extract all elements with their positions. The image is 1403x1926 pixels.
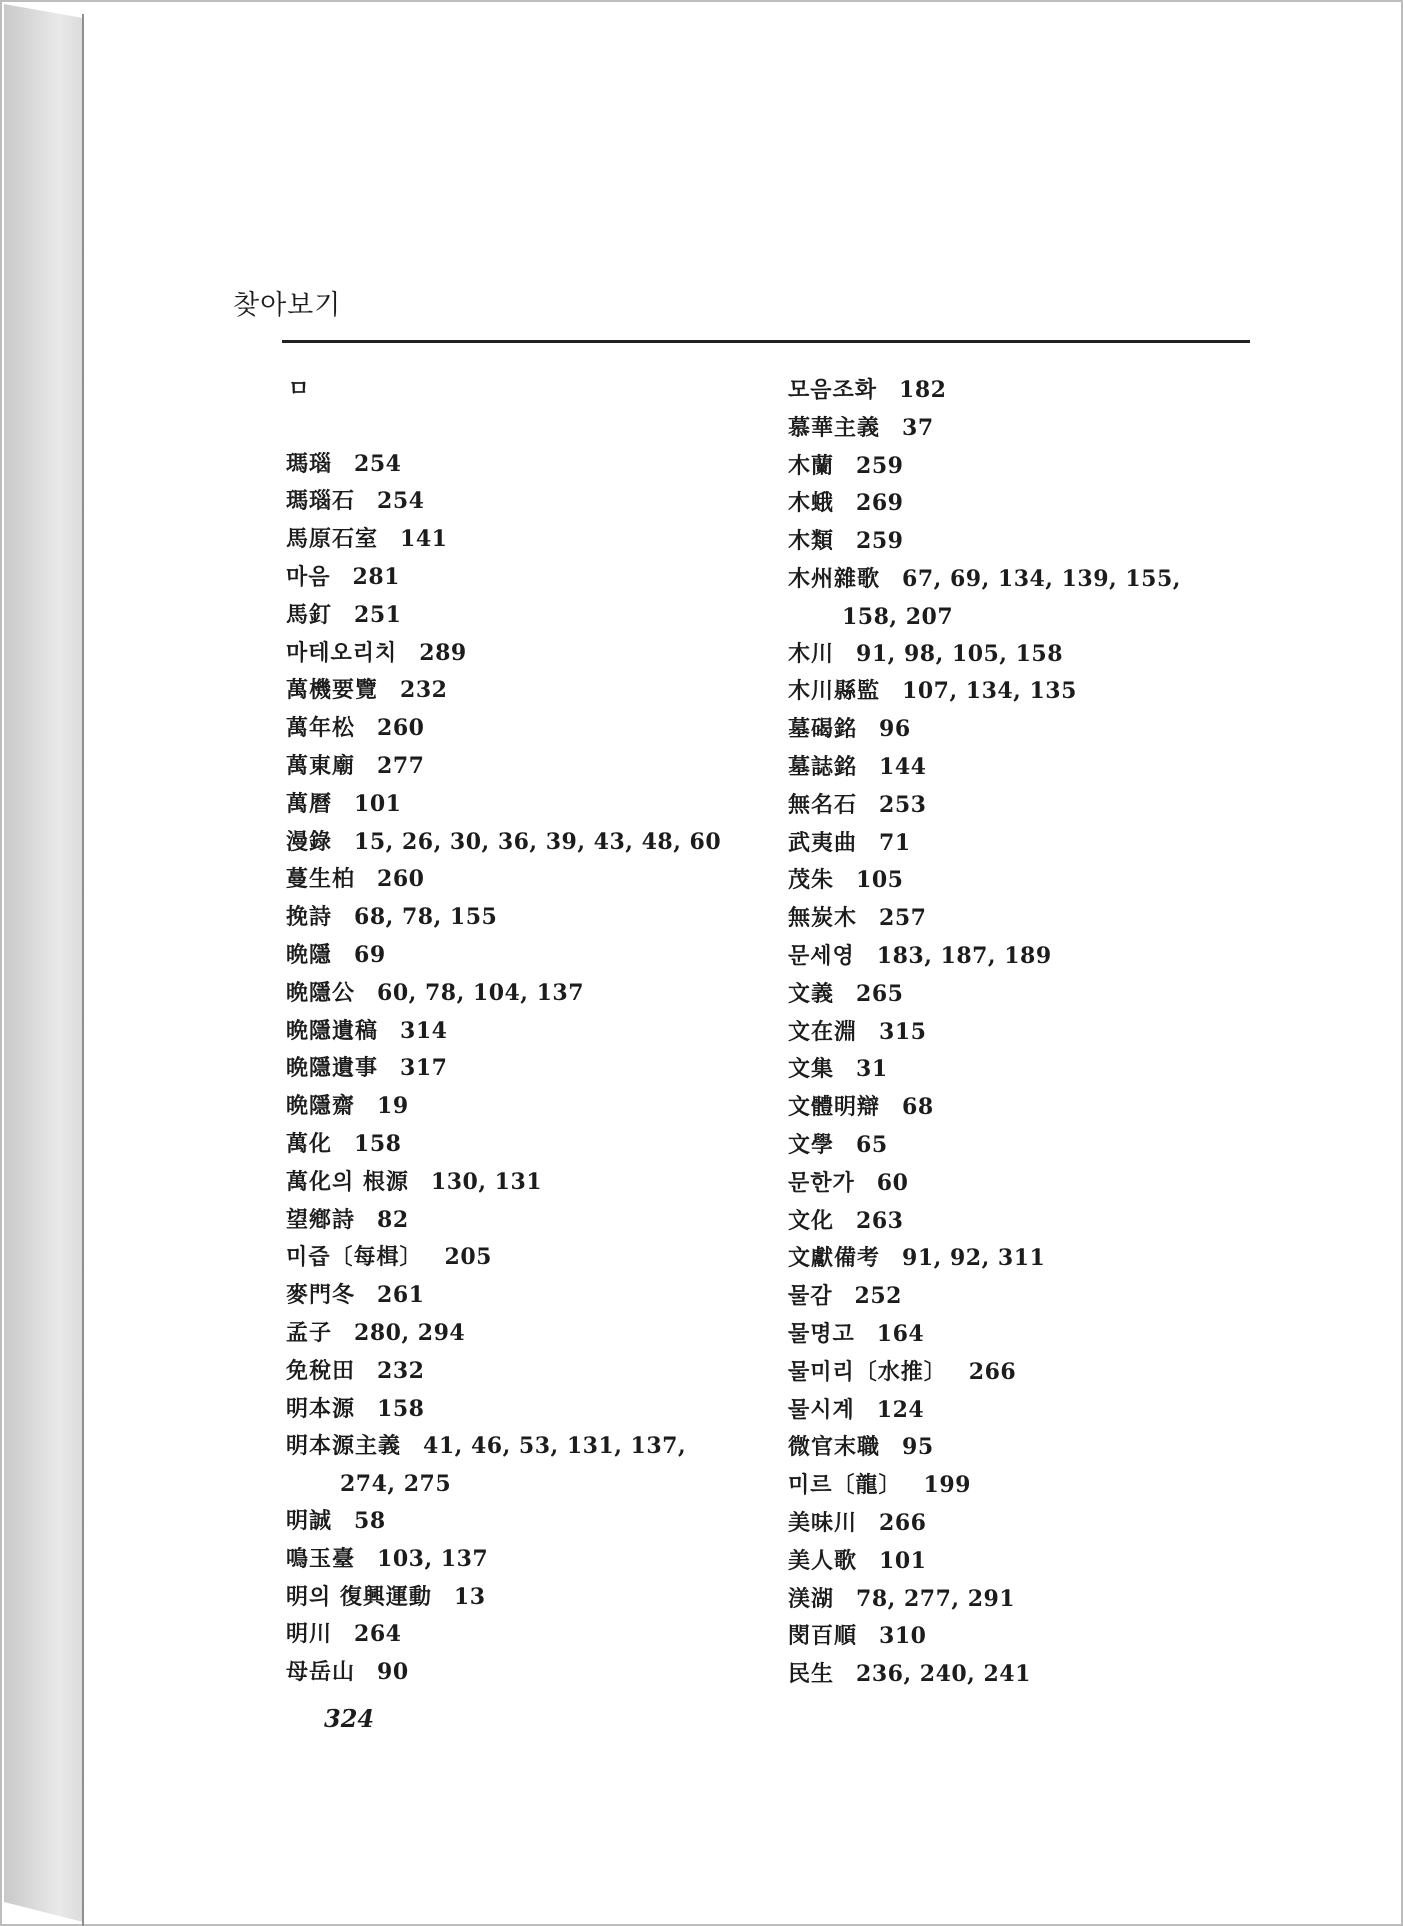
index-entry	[788, 410, 1258, 448]
index-term: 木川縣監	[788, 678, 881, 705]
index-term: 晩隱	[286, 941, 333, 968]
index-entry	[286, 937, 756, 975]
index-entry	[286, 748, 756, 786]
index-term: 蔓生柏	[286, 866, 356, 893]
index-entry	[788, 825, 1258, 863]
index-entry	[286, 1050, 756, 1088]
index-entry	[788, 749, 1258, 787]
index-pages: 101	[879, 1547, 927, 1574]
index-term: 木州雜歌	[788, 565, 881, 592]
index-term: 美味川	[788, 1509, 858, 1536]
index-entry	[788, 1240, 1258, 1278]
index-term: 母岳山	[286, 1659, 356, 1686]
page-number: 324	[324, 1704, 375, 1733]
index-term: 渼湖	[788, 1585, 835, 1612]
index-entry	[286, 861, 756, 899]
index-term: 물감	[788, 1283, 833, 1310]
index-term: 晩隱遺稿	[286, 1017, 379, 1044]
index-pages: 41, 46, 53, 131, 137,	[423, 1433, 687, 1460]
index-entry	[286, 1164, 756, 1202]
index-pages: 257	[879, 905, 927, 932]
index-term: 慕華主義	[788, 414, 881, 441]
index-entry	[788, 1467, 1258, 1505]
index-term: 萬化	[286, 1130, 333, 1157]
index-entry	[788, 900, 1258, 938]
index-pages: 68	[902, 1094, 934, 1121]
index-term: 明川	[286, 1621, 333, 1648]
index-entry	[788, 976, 1258, 1014]
index-entry	[788, 1051, 1258, 1089]
index-term: 挽詩	[286, 904, 333, 931]
header-rule	[282, 340, 1250, 343]
index-pages: 236, 240, 241	[856, 1661, 1031, 1688]
index-term: 明本源主義	[286, 1433, 402, 1460]
index-pages: 317	[400, 1055, 448, 1082]
index-pages: 96	[879, 716, 911, 743]
index-pages: 232	[377, 1357, 425, 1384]
book-spine	[4, 4, 83, 1922]
index-pages: 280, 294	[354, 1319, 466, 1346]
index-term: 美人歌	[788, 1547, 858, 1574]
index-pages: 254	[377, 488, 425, 515]
index-pages: 103, 137	[377, 1545, 489, 1572]
index-entry	[788, 787, 1258, 825]
index-pages: 91, 92, 311	[902, 1245, 1046, 1272]
index-entry	[788, 1278, 1258, 1316]
index-term: 民生	[788, 1661, 835, 1688]
index-pages: 13	[453, 1583, 486, 1610]
index-entry	[286, 1126, 756, 1164]
index-term: 明本源	[286, 1395, 356, 1422]
index-pages: 67, 69, 134, 139, 155,	[902, 565, 1181, 592]
index-term: 孟子	[286, 1319, 333, 1346]
index-pages-continued: 158, 207	[842, 603, 954, 630]
index-entry	[286, 1013, 756, 1051]
index-entry	[286, 446, 756, 484]
index-pages: 60, 78, 104, 137	[377, 979, 585, 1006]
index-pages: 254	[354, 450, 402, 477]
index-pages: 264	[354, 1621, 402, 1648]
index-term: 萬化의 根源	[286, 1168, 409, 1195]
index-term: 미즙〔每楫〕	[286, 1244, 423, 1271]
index-term: 물명고	[788, 1320, 855, 1347]
index-entry	[788, 448, 1258, 486]
index-entry	[788, 1165, 1258, 1203]
index-entry	[788, 1429, 1258, 1467]
index-term: 免稅田	[286, 1357, 356, 1384]
index-pages: 158	[354, 1130, 402, 1157]
index-entry	[286, 1579, 756, 1617]
index-term: 文學	[788, 1131, 835, 1158]
index-entry	[788, 1203, 1258, 1241]
index-pages: 69	[354, 941, 386, 968]
index-entry	[788, 1543, 1258, 1581]
index-term: 麥門冬	[286, 1282, 356, 1309]
index-entry	[788, 561, 1258, 636]
index-pages: 183, 187, 189	[876, 942, 1052, 969]
index-term: 墓誌銘	[788, 753, 858, 780]
index-entry	[286, 635, 756, 673]
section-letter: ㅁ	[288, 377, 310, 402]
index-pages: 71	[879, 829, 911, 856]
index-pages: 263	[856, 1207, 904, 1234]
index-entry	[286, 1353, 756, 1391]
index-pages: 105	[856, 867, 904, 894]
index-term: 모음조화	[788, 377, 878, 403]
index-pages: 15, 26, 30, 36, 39, 43, 48, 60	[354, 828, 722, 855]
index-pages: 144	[879, 753, 927, 780]
index-term: 萬曆	[286, 790, 333, 817]
index-entry	[286, 786, 756, 824]
index-term: 물시계	[788, 1396, 855, 1423]
index-term: 晩隱齋	[286, 1093, 356, 1120]
index-term: 晩隱公	[286, 979, 356, 1006]
index-term: 微官末職	[788, 1434, 881, 1461]
index-pages: 277	[377, 752, 425, 779]
index-pages-continued: 274, 275	[340, 1471, 452, 1498]
index-pages: 199	[923, 1472, 971, 1499]
index-entry	[286, 1541, 756, 1579]
index-pages: 31	[856, 1056, 888, 1083]
index-term: 閔百順	[788, 1623, 858, 1650]
index-pages: 58	[354, 1507, 386, 1534]
index-term: 木蛾	[788, 490, 835, 517]
index-pages: 37	[902, 414, 934, 441]
index-pages: 266	[879, 1509, 927, 1536]
index-term: 미르〔龍〕	[788, 1472, 902, 1499]
index-term: 萬機要覽	[286, 677, 379, 704]
index-entry	[286, 1654, 756, 1692]
index-term: 木川	[788, 640, 835, 667]
index-entry	[286, 975, 756, 1013]
index-pages: 232	[400, 677, 448, 704]
index-pages: 182	[899, 377, 947, 403]
index-entry	[286, 521, 756, 559]
index-pages: 68, 78, 155	[354, 904, 498, 931]
index-entry	[788, 1581, 1258, 1619]
index-entry	[286, 1616, 756, 1654]
index-entry	[788, 1618, 1258, 1656]
index-pages: 124	[876, 1396, 925, 1423]
index-pages: 205	[444, 1244, 492, 1271]
index-column-right	[788, 372, 1258, 1694]
index-pages: 251	[354, 601, 402, 628]
index-pages: 78, 277, 291	[856, 1585, 1016, 1612]
index-pages: 289	[419, 639, 467, 666]
index-pages: 101	[354, 790, 402, 817]
index-term: 문세영	[788, 942, 855, 969]
index-entry	[788, 485, 1258, 523]
running-head: 찾아보기	[233, 290, 342, 321]
index-pages: 82	[377, 1206, 409, 1233]
index-entry	[788, 1392, 1258, 1430]
index-term: 漫錄	[286, 828, 333, 855]
index-term: 木類	[788, 528, 835, 555]
index-entry	[286, 1315, 756, 1353]
index-pages: 265	[856, 980, 904, 1007]
index-entry	[788, 938, 1258, 976]
index-pages: 314	[400, 1017, 448, 1044]
index-term: 馬釘	[286, 601, 333, 628]
index-pages: 260	[377, 866, 425, 893]
index-term: 望鄕詩	[286, 1206, 356, 1233]
index-entry	[788, 523, 1258, 561]
index-pages: 266	[968, 1358, 1017, 1385]
index-pages: 158	[377, 1395, 425, 1422]
index-term: 無炭木	[788, 905, 858, 932]
index-entry	[286, 1239, 756, 1277]
index-pages: 281	[352, 563, 400, 590]
index-pages: 315	[879, 1018, 927, 1045]
index-entry	[788, 1089, 1258, 1127]
index-entry	[286, 597, 756, 635]
index-term: 無名石	[788, 791, 858, 818]
index-pages: 65	[856, 1131, 888, 1158]
index-term: 晩隱遺事	[286, 1055, 379, 1082]
index-entry	[788, 372, 1258, 410]
index-term: 물미리〔水推〕	[788, 1358, 947, 1385]
index-term: 마테오리치	[286, 639, 398, 666]
index-entry	[286, 824, 756, 862]
index-pages: 141	[400, 526, 448, 553]
index-term: 文集	[788, 1056, 835, 1083]
index-entry	[788, 711, 1258, 749]
index-pages: 261	[377, 1282, 425, 1309]
index-entry	[286, 1088, 756, 1126]
index-entry	[788, 673, 1258, 711]
index-entry	[286, 1202, 756, 1240]
index-entry	[286, 710, 756, 748]
index-entry	[788, 636, 1258, 674]
index-term: 文體明辯	[788, 1094, 881, 1121]
index-term: 文化	[788, 1207, 835, 1234]
index-pages: 164	[876, 1320, 925, 1347]
index-entry	[788, 1014, 1258, 1052]
index-term: 馬原石室	[286, 526, 379, 553]
index-term: 木蘭	[788, 452, 835, 479]
index-term: 萬年松	[286, 715, 356, 742]
index-term: 明의 復興運動	[286, 1583, 432, 1610]
index-pages: 252	[854, 1283, 902, 1310]
index-term: 鳴玉臺	[286, 1545, 356, 1572]
index-pages: 259	[856, 452, 904, 479]
index-term: 墓碣銘	[788, 716, 858, 743]
index-pages: 60	[876, 1169, 909, 1196]
index-term: 明誠	[286, 1507, 333, 1534]
index-entry	[286, 1277, 756, 1315]
index-entry	[788, 1127, 1258, 1165]
index-entry	[788, 1316, 1258, 1354]
index-pages: 269	[856, 490, 904, 517]
index-term: 文獻備考	[788, 1245, 881, 1272]
index-term: 文在淵	[788, 1018, 858, 1045]
index-term: 萬東廟	[286, 752, 356, 779]
index-term: 文義	[788, 980, 835, 1007]
index-entry	[286, 1391, 756, 1429]
index-term: 마음	[286, 563, 331, 590]
index-entry	[286, 559, 756, 597]
index-term: 瑪瑙	[286, 450, 333, 477]
index-term: 茂朱	[788, 867, 835, 894]
index-pages: 130, 131	[430, 1168, 543, 1195]
index-entry	[788, 862, 1258, 900]
section-spacer	[286, 409, 756, 446]
index-entry	[286, 1503, 756, 1541]
index-entry	[286, 1428, 756, 1503]
index-pages: 253	[879, 791, 927, 818]
index-pages: 91, 98, 105, 158	[856, 640, 1064, 667]
index-entry	[788, 1354, 1258, 1392]
index-entry	[286, 899, 756, 937]
index-pages: 259	[856, 528, 904, 555]
index-column-left	[286, 372, 756, 1692]
index-entry	[788, 1505, 1258, 1543]
index-entry	[286, 483, 756, 521]
index-term: 武夷曲	[788, 829, 858, 856]
index-pages: 310	[879, 1623, 927, 1650]
index-pages: 90	[377, 1659, 409, 1686]
index-term: 瑪瑙石	[286, 488, 356, 515]
index-pages: 260	[377, 715, 425, 742]
index-entry	[286, 672, 756, 710]
index-term: 문한가	[788, 1169, 855, 1196]
index-pages: 95	[902, 1434, 934, 1461]
index-pages: 19	[377, 1093, 409, 1120]
index-entry	[788, 1656, 1258, 1694]
index-pages: 107, 134, 135	[902, 678, 1077, 705]
